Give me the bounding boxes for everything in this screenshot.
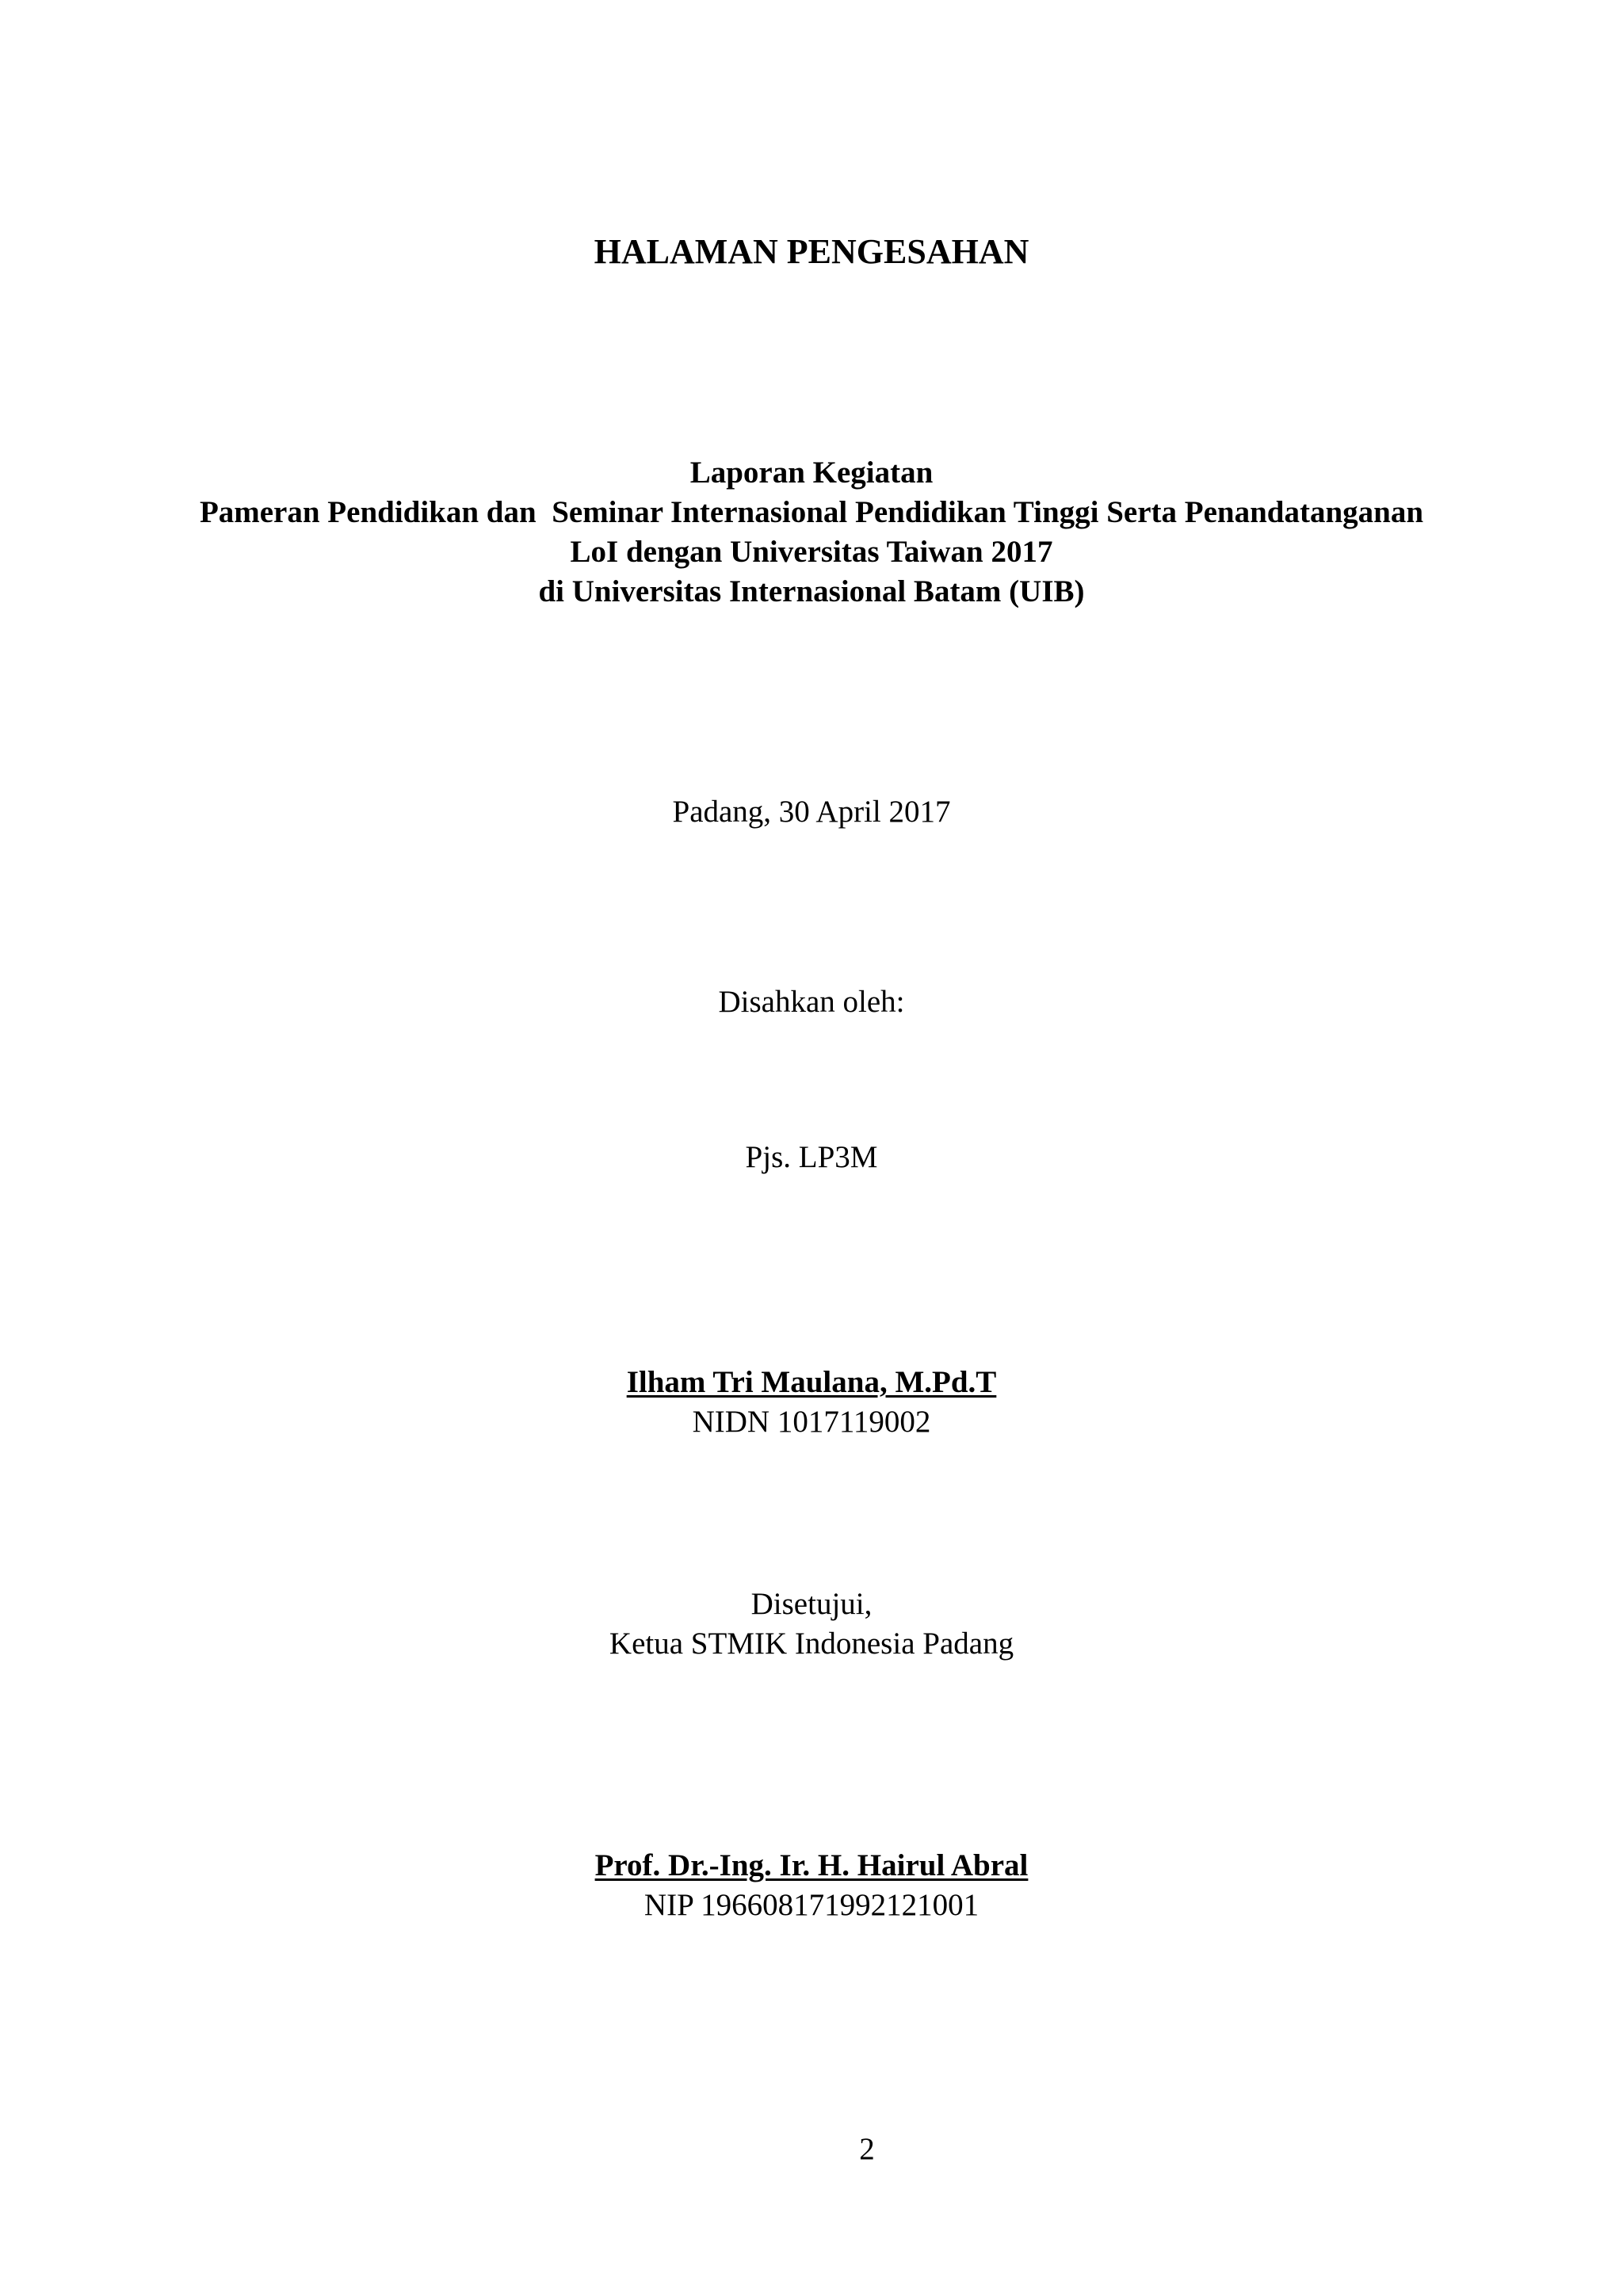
report-title-line-3: LoI dengan Universitas Taiwan 2017: [570, 535, 1053, 569]
approval-position: Ketua STMIK Indonesia Padang: [609, 1627, 1014, 1661]
approval-block: [0, 1585, 1623, 1664]
signer1-block: [0, 1363, 1623, 1442]
report-title-line-1: Laporan Kegiatan: [689, 456, 934, 490]
approved-by-label: Disahkan oleh:: [718, 985, 905, 1019]
page-title: HALAMAN PENGESAHAN: [594, 232, 1029, 271]
report-title-line-2: Pameran Pendidikan dan Seminar Internasional Pendidikan Tinggi Serta Penandatanganan: [199, 495, 1424, 529]
signer2-block: [0, 1846, 1623, 1925]
approval-label: Disetujui,: [750, 1587, 873, 1621]
report-title-block: [0, 453, 1623, 612]
signer2-name: Prof. Dr.-Ing. Ir. H. Hairul Abral: [594, 1848, 1029, 1882]
signer2-id: NIP 196608171992121001: [643, 1888, 980, 1922]
place-date: Padang, 30 April 2017: [672, 795, 951, 829]
signer1-position: Pjs. LP3M: [745, 1140, 878, 1174]
page-number: 2: [859, 2132, 875, 2166]
signer1-id: NIDN 1017119002: [692, 1405, 931, 1439]
signer1-name: Ilham Tri Maulana, M.Pd.T: [626, 1365, 997, 1399]
report-title-line-4: di Universitas Internasional Batam (UIB): [538, 574, 1085, 608]
